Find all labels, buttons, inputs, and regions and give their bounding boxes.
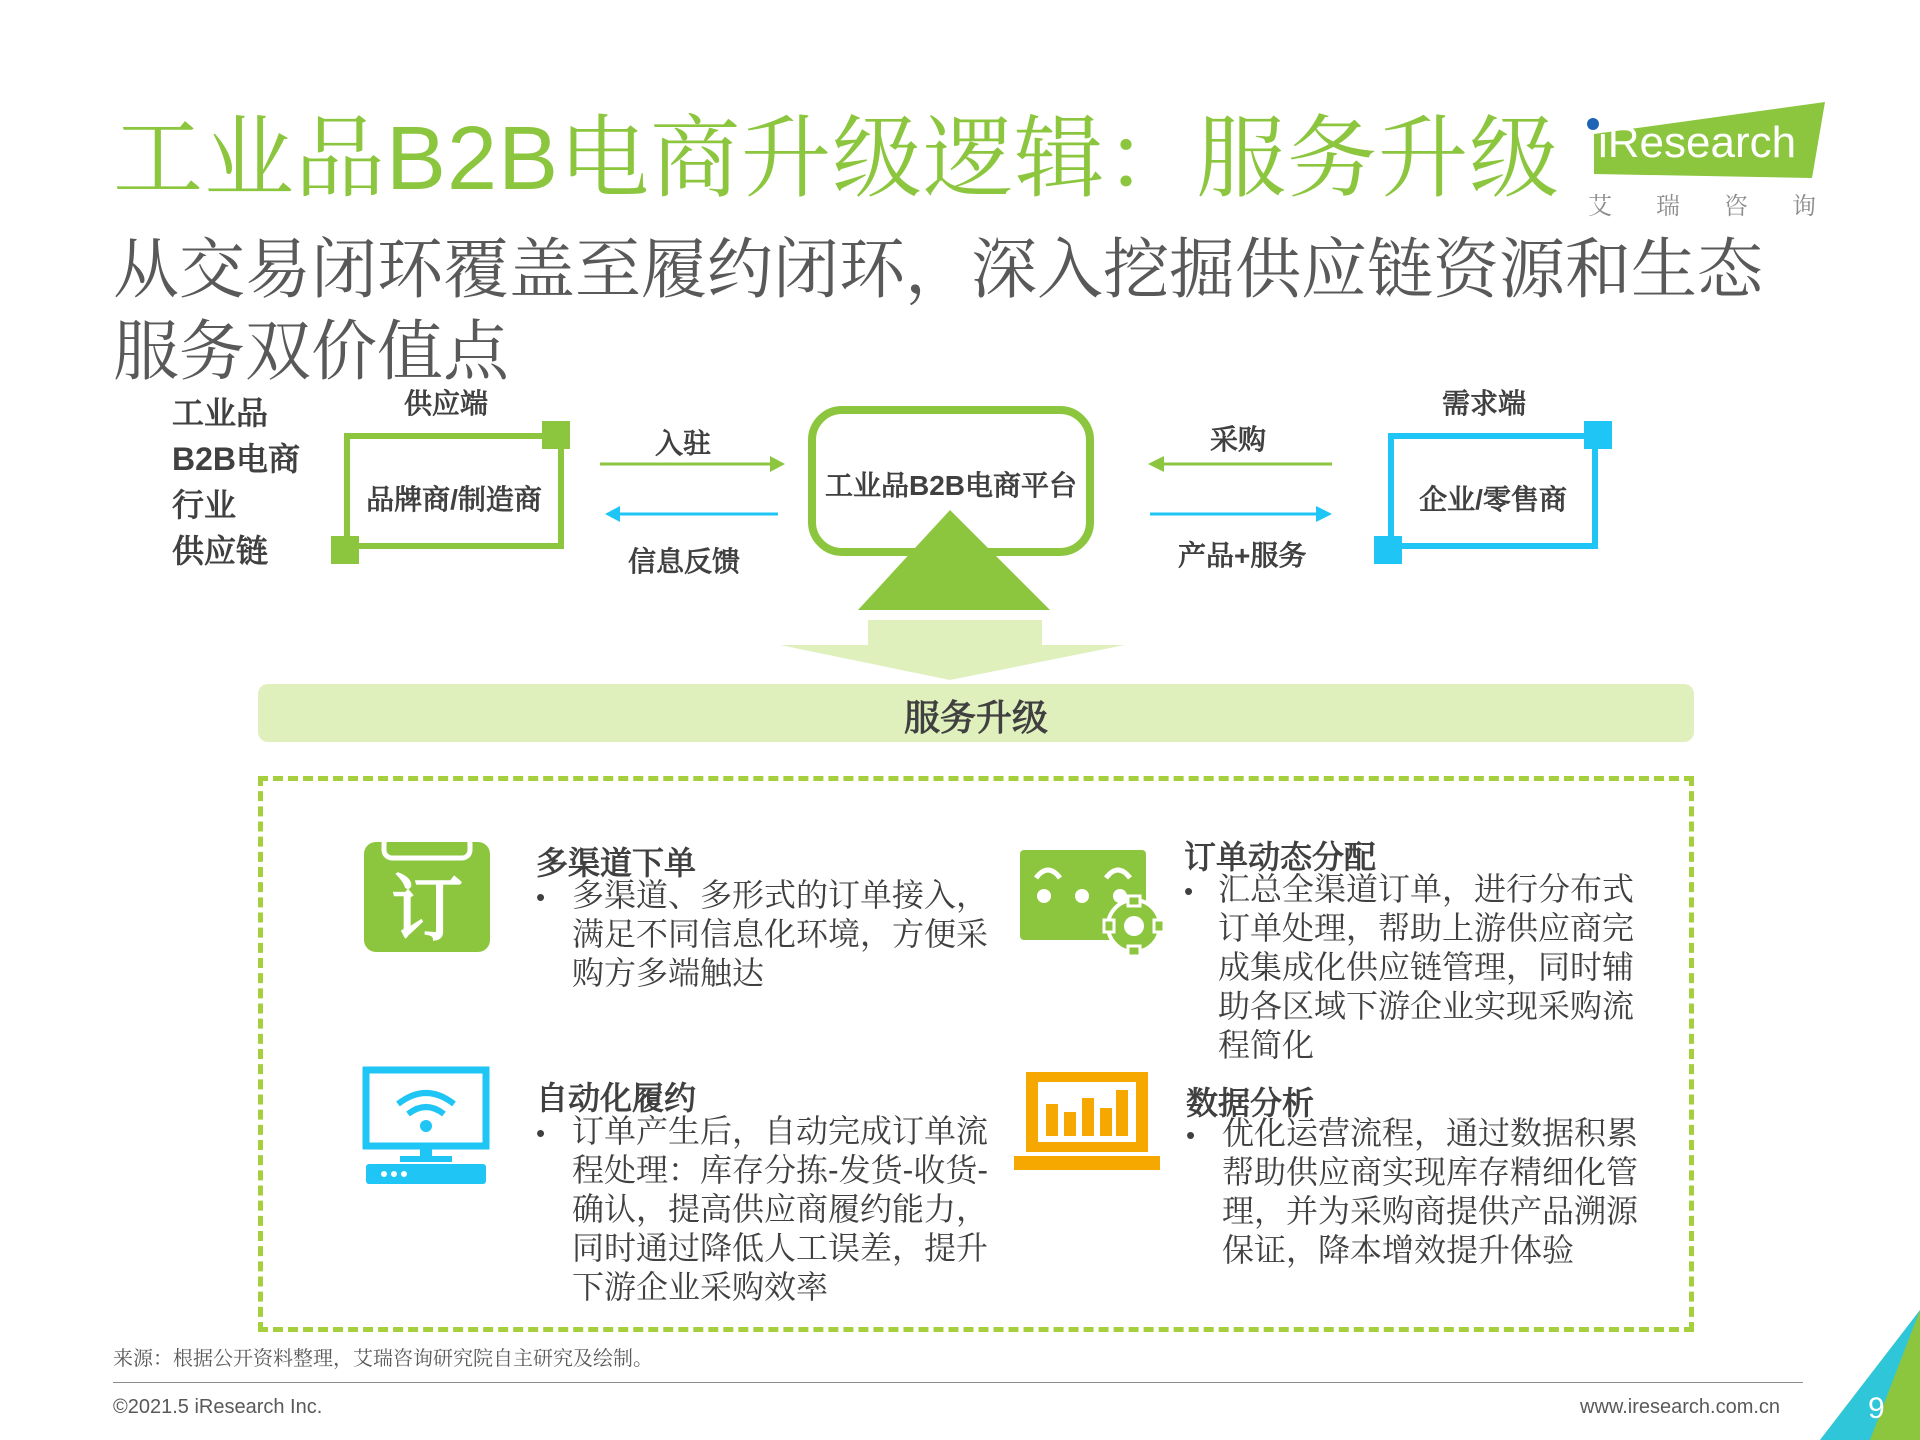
chain-label-line: B2B电商	[172, 441, 301, 477]
corner-square	[1374, 536, 1402, 564]
analytics-icon	[1012, 1068, 1162, 1172]
feature-text: 优化运营流程，通过数据积累帮助供应商实现库存精细化管理，并为采购商提供产品溯源保证，降本增效提升体验	[1222, 1115, 1639, 1268]
demand-side-label: 需求端	[1442, 388, 1527, 419]
order-icon	[362, 834, 492, 954]
website: www.iresearch.com.cn	[1580, 1396, 1781, 1418]
feature-text: 汇总全渠道订单，进行分布式订单处理，帮助上游供应商完成集成化供应链管理，同时辅助各区域下游企业实现采购流程简化	[1218, 871, 1635, 1063]
chain-label-line: 行业	[172, 487, 237, 523]
supply-box-label: 品牌商/制造商	[366, 484, 542, 515]
page-title: 工业品B2B电商升级逻辑：服务升级	[113, 109, 1561, 209]
chain-label-line: 供应链	[172, 533, 269, 569]
corner-square	[331, 536, 359, 564]
source-note: 来源：根据公开资料整理，艾瑞咨询研究院自主研究及绘制。	[113, 1348, 653, 1370]
logo-cn: 艾瑞咨询	[1588, 193, 1860, 220]
feature-text: 订单产生后，自动完成订单流程处理：库存分拣-发货-收货-确认，提高供应商履约能力，同时通过降低人工误差，提升下游企业采购效率	[572, 1113, 989, 1305]
copyright: ©2021.5 iResearch Inc.	[113, 1396, 323, 1418]
feature-title: 多渠道下单	[536, 845, 697, 881]
corner-decoration	[1780, 1300, 1920, 1440]
automation-icon	[362, 1066, 490, 1184]
supply-side-label: 供应端	[404, 388, 489, 419]
service-upgrade-label: 服务升级	[903, 697, 1048, 738]
chain-label-line: 工业品	[172, 395, 269, 431]
feature-text: 多渠道、多形式的订单接入，满足不同信息化环境，方便采购方多端触达	[572, 877, 989, 991]
corner-square	[542, 421, 570, 449]
arrows-left	[600, 452, 790, 532]
chain-label	[172, 390, 300, 574]
bullet: •	[536, 882, 546, 912]
arrow-feedback-label: 信息反馈	[628, 546, 741, 577]
logo-word: iResearch	[1598, 118, 1797, 167]
dispatch-icon	[1018, 848, 1166, 956]
arrow-product-label: 产品+服务	[1178, 540, 1307, 571]
arrow-purchase-label: 采购	[1210, 424, 1267, 455]
order-icon-glyph: 订	[390, 867, 464, 951]
arrows-right	[1140, 452, 1340, 532]
page-number: 9	[1868, 1392, 1885, 1425]
bullet: •	[1184, 876, 1194, 906]
platform-label: 工业品B2B电商平台	[824, 470, 1077, 501]
bullet: •	[536, 1118, 546, 1148]
feature-title: 自动化履约	[536, 1080, 697, 1116]
feature-title: 数据分析	[1186, 1085, 1315, 1121]
corner-square	[1584, 421, 1612, 449]
bullet: •	[1186, 1120, 1196, 1150]
arrow-in-label: 入驻	[655, 428, 712, 459]
demand-box-label: 企业/零售商	[1419, 484, 1567, 515]
footer-divider	[113, 1382, 1803, 1383]
page-subtitle: 从交易闭环覆盖至履约闭环，深入挖掘供应链资源和生态服务双价值点	[113, 232, 1763, 388]
upgrade-arrow	[780, 505, 1125, 685]
feature-title: 订单动态分配	[1184, 839, 1377, 875]
